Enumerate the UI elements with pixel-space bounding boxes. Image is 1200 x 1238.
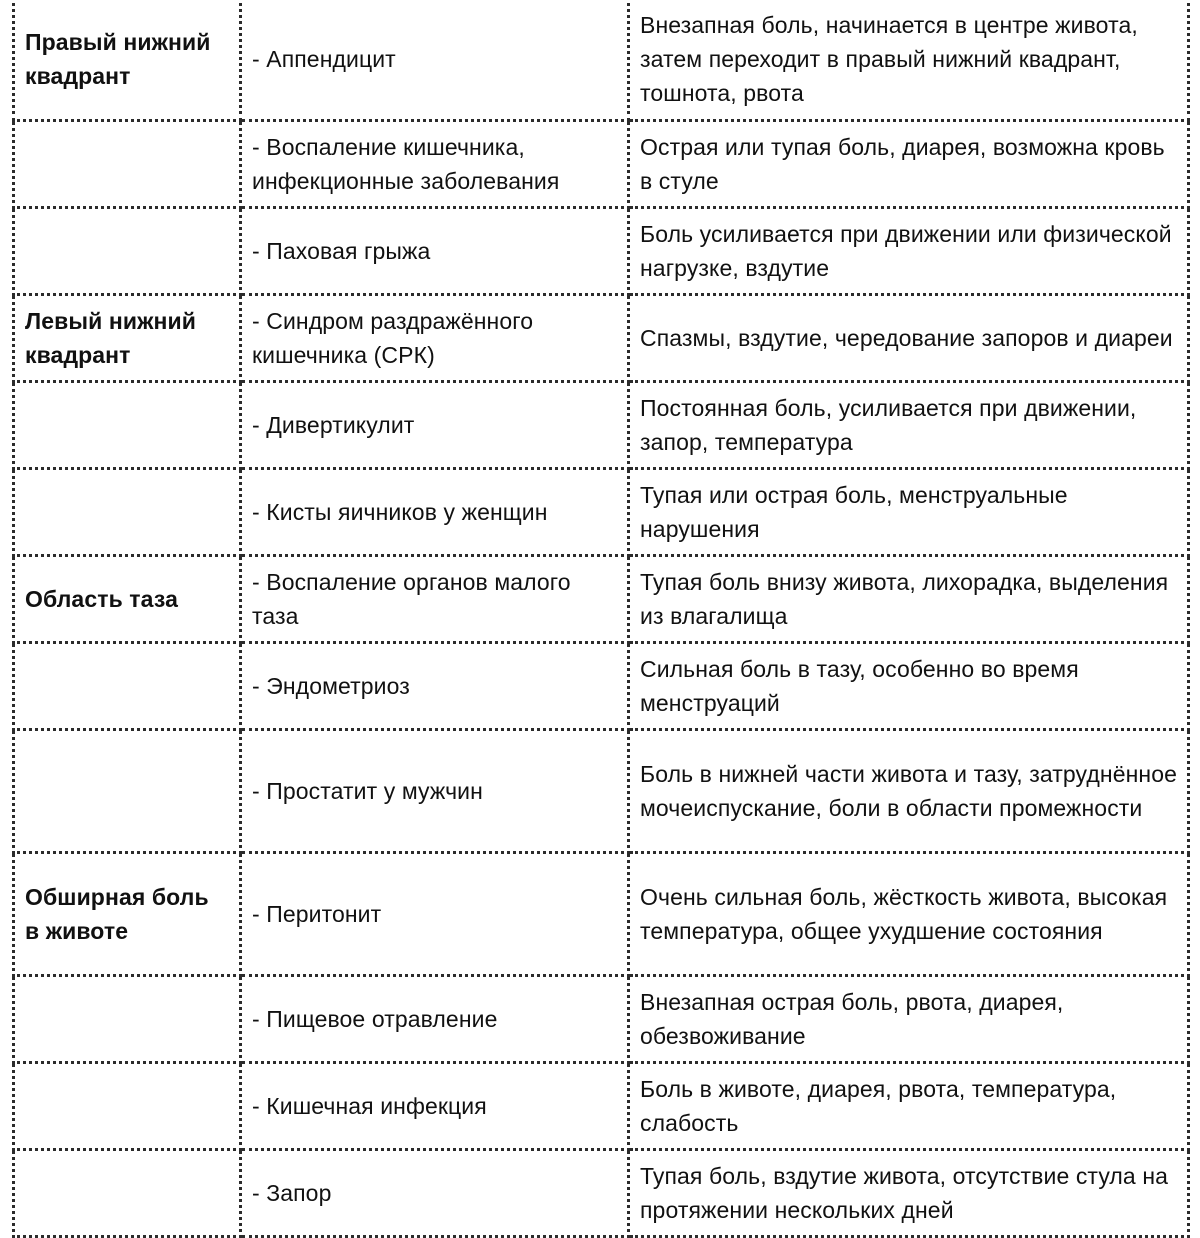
table-row (14, 556, 1189, 643)
region-cell: Правый нижний квадрант (14, 0, 241, 121)
condition-cell: - Синдром раздражённого кишечника (СРК) (241, 295, 629, 382)
table-row (14, 643, 1189, 730)
region-cell (14, 382, 241, 469)
symptoms-cell: Боль усиливается при движении или физической нагрузке, вздутие (629, 208, 1189, 295)
condition-cell: - Пищевое отравление (241, 976, 629, 1063)
symptoms-cell: Тупая боль внизу живота, лихорадка, выделения из влагалища (629, 556, 1189, 643)
table-row (14, 121, 1189, 208)
table-row (14, 1063, 1189, 1150)
region-cell (14, 121, 241, 208)
condition-cell: - Перитонит (241, 853, 629, 976)
abdominal-pain-table (12, 0, 1190, 1238)
table-row (14, 295, 1189, 382)
region-cell (14, 208, 241, 295)
table-row (14, 976, 1189, 1063)
symptoms-cell: Внезапная острая боль, рвота, диарея, обезвоживание (629, 976, 1189, 1063)
table-row (14, 1150, 1189, 1237)
condition-cell: - Воспаление кишечника, инфекционные заболевания (241, 121, 629, 208)
condition-cell: - Паховая грыжа (241, 208, 629, 295)
symptoms-cell: Боль в нижней части живота и тазу, затруднённое мочеиспускание, боли в области промежности (629, 730, 1189, 853)
table-row (14, 0, 1189, 121)
region-cell: Область таза (14, 556, 241, 643)
condition-cell: - Воспаление органов малого таза (241, 556, 629, 643)
region-cell: Обширная боль в животе (14, 853, 241, 976)
condition-cell: - Дивертикулит (241, 382, 629, 469)
symptoms-cell: Острая или тупая боль, диарея, возможна кровь в стуле (629, 121, 1189, 208)
region-cell (14, 730, 241, 853)
condition-cell: - Эндометриоз (241, 643, 629, 730)
region-cell (14, 1063, 241, 1150)
table-row (14, 208, 1189, 295)
region-cell (14, 643, 241, 730)
region-cell (14, 1150, 241, 1237)
symptoms-cell: Внезапная боль, начинается в центре живота, затем переходит в правый нижний квадрант, тошнота, рвота (629, 0, 1189, 121)
symptoms-cell: Очень сильная боль, жёсткость живота, высокая температура, общее ухудшение состояния (629, 853, 1189, 976)
condition-cell: - Аппендицит (241, 0, 629, 121)
table-row (14, 730, 1189, 853)
table-row (14, 382, 1189, 469)
table-row (14, 469, 1189, 556)
symptoms-cell: Сильная боль в тазу, особенно во время менструаций (629, 643, 1189, 730)
condition-cell: - Кишечная инфекция (241, 1063, 629, 1150)
region-cell (14, 469, 241, 556)
table-row (14, 853, 1189, 976)
symptoms-cell: Тупая боль, вздутие живота, отсутствие стула на протяжении нескольких дней (629, 1150, 1189, 1237)
symptoms-cell: Спазмы, вздутие, чередование запоров и диареи (629, 295, 1189, 382)
condition-cell: - Простатит у мужчин (241, 730, 629, 853)
region-cell: Левый нижний квадрант (14, 295, 241, 382)
symptoms-cell: Тупая или острая боль, менструальные нарушения (629, 469, 1189, 556)
region-cell (14, 976, 241, 1063)
condition-cell: - Кисты яичников у женщин (241, 469, 629, 556)
symptoms-cell: Боль в животе, диарея, рвота, температура, слабость (629, 1063, 1189, 1150)
symptoms-cell: Постоянная боль, усиливается при движении, запор, температура (629, 382, 1189, 469)
condition-cell: - Запор (241, 1150, 629, 1237)
